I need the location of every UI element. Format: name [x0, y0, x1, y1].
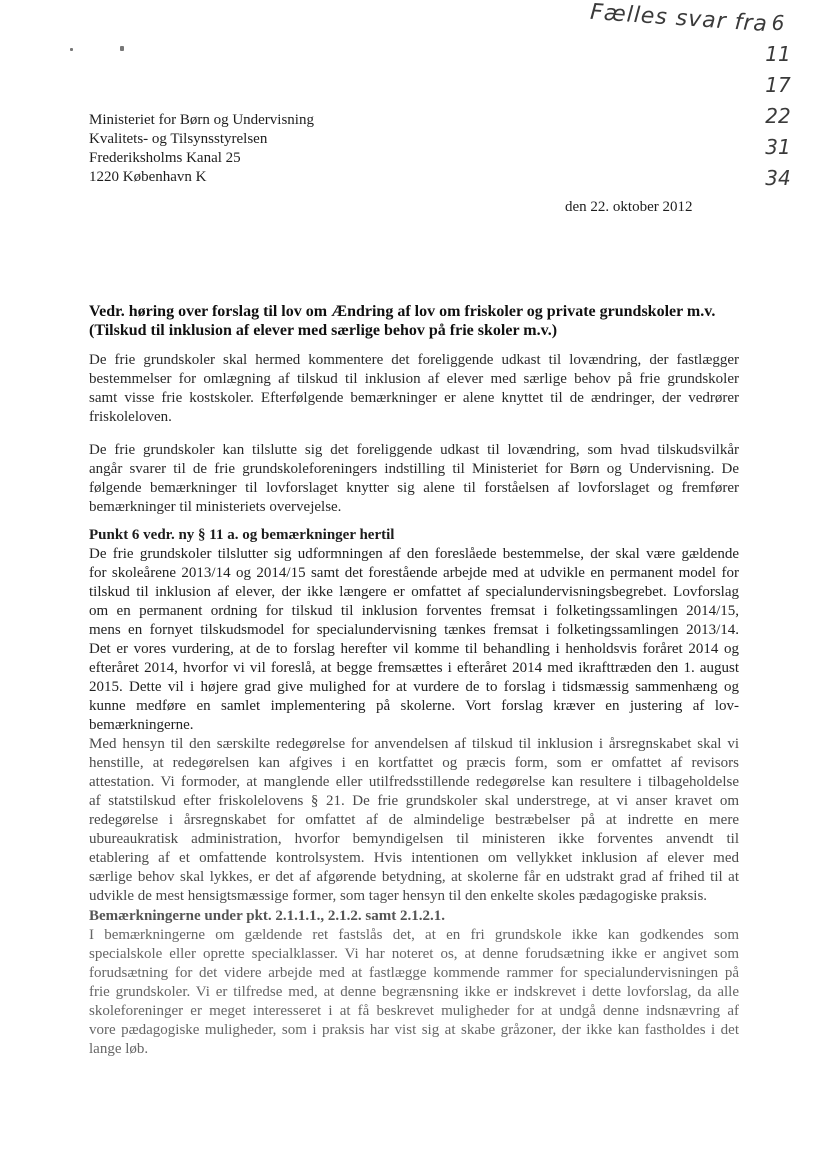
address-line: Kvalitets- og Tilsynsstyrelsen	[89, 131, 268, 147]
paragraph-line: forudsætning for det videre arbejde med at fastlægge kommende rammer for specialundervisningen på	[89, 965, 739, 981]
paragraph-line: bemærkningerne.	[89, 717, 194, 733]
margin-number: 34	[765, 166, 791, 190]
margin-number: 17	[765, 73, 791, 97]
paragraph-line: skoleforeninger er meget interesseret i at få beskrevet muligheder for at undgå denne indsnævring af	[89, 1003, 739, 1019]
address-line: Ministeriet for Børn og Undervisning	[89, 112, 314, 128]
paragraph-line: angår svarer til de frie grundskoleforeningers indstilling til Ministeriet for Børn og Undervisning. De	[89, 461, 739, 477]
paragraph-line: etablering af et omfattende kontrolsystem. Hvis intentionen om vellykket inklusion af elever med	[89, 850, 739, 866]
subject-line: (Tilskud til inklusion af elever med særlige behov på frie skoler m.v.)	[89, 322, 558, 339]
body-paragraph	[89, 545, 739, 735]
body-paragraph	[89, 735, 739, 906]
paragraph-line: I bemærkningerne om gældende ret fastslås det, at en fri grundskole ikke kan godkendes som	[89, 927, 739, 943]
paragraph-line: lange løb.	[89, 1041, 149, 1057]
body-paragraph	[89, 926, 739, 1059]
paragraph-line: attestation. Vi formoder, at manglende eller utilfredsstillende redegørelse kan resultere i tilbageholdelse	[89, 774, 739, 790]
handwritten-margin-numbers	[758, 8, 798, 194]
section-heading: Punkt 6 vedr. ny § 11 a. og bemærkninger hertil	[89, 527, 395, 543]
paragraph-line: De frie grundskoler tilslutter sig udformningen af den foreslåede bestemmelse, der skal være gældende	[89, 546, 739, 562]
paragraph-line: for skoleårene 2013/14 og 2014/15 samt det forestående arbejde med at udvikle en permanent model for	[89, 565, 739, 581]
paragraph-line: vore pædagogiske muligheder, som i praksis har vist sig at skabe gråzoner, der ikke kan fastholdes i det	[89, 1022, 739, 1038]
body-paragraph	[89, 441, 739, 517]
section-heading: Bemærkningerne under pkt. 2.1.1.1., 2.1.2. samt 2.1.2.1.	[89, 908, 445, 924]
paragraph-line: følgende bemærkninger til lovforslaget knytter sig alene til forståelsen af lovforslaget og fremfører	[89, 480, 739, 496]
margin-number: 22	[765, 104, 791, 128]
paragraph-line: henstille, at redegørelsen kan afgives i en kortfattet og præcis form, som er omfattet af revisors	[89, 755, 739, 771]
paragraph-line: samt visse frie kostskoler. Efterfølgende bemærkninger er alene knyttet til de ændringer, der vedrører	[89, 390, 739, 406]
paragraph-line: ubureaukratisk administration, hvorfor bemyndigelsen til ministeren ikke forventes anvendt til	[89, 831, 739, 847]
paragraph-line: friskoleloven.	[89, 409, 172, 425]
scan-speck	[70, 48, 73, 51]
paragraph-line: bemærkninger til ministeriets overvejelse.	[89, 499, 342, 515]
paragraph-line: redegørelse i årsregnskabet for omfattet af de almindelige bestræbelser på at indrette en mere	[89, 812, 739, 828]
paragraph-line: Med hensyn til den særskilte redegørelse for anvendelsen af tilskud til inklusion i årsregnskabet skal vi	[89, 736, 739, 752]
paragraph-line: 2015. Dette vil i højere grad give mulighed for at vurdere de to forslag i tidsmæssig sammenhæng og	[89, 679, 739, 695]
paragraph-line: mens en fornyet tilskudsmodel for specialundervisning tænkes fremsat i folketingssamlingen 2013/14.	[89, 622, 739, 638]
margin-number: 6	[771, 11, 785, 35]
paragraph-line: om en permanent ordning for tilskud til inklusion forventes fremsat i folketingssamlingen 2014/15,	[89, 603, 739, 619]
subject-heading	[89, 302, 739, 340]
body-paragraph	[89, 351, 739, 427]
paragraph-line: Det er vores vurdering, at de to forslag herefter vil komme til behandling i henholdsvis foråret 2014 og	[89, 641, 739, 657]
paragraph-line: tilskud til inklusion af elever, der ikke længere er omfattet af specialundervisningsbegrebet. Lovforslag	[89, 584, 739, 600]
paragraph-line: De frie grundskoler kan tilslutte sig det foreliggende udkast til lovændring, som hvad tilskudsvilkår	[89, 442, 739, 458]
margin-number: 11	[765, 42, 791, 66]
paragraph-line: efteråret 2014, hvorfor vi vil foreslå, at begge fremsættes i efteråret 2014 med ikrafttræden den 1. august	[89, 660, 739, 676]
address-line: Frederiksholms Kanal 25	[89, 150, 241, 166]
handwritten-note: Fælles svar fra	[589, 0, 769, 38]
paragraph-line: De frie grundskoler skal hermed kommentere det foreliggende udkast til lovændring, der fastlægger	[89, 352, 739, 368]
recipient-address	[89, 111, 314, 187]
paragraph-line: specialskole eller oprette specialklasser. Vi har noteret os, at denne forudsætning ikke er angivet som	[89, 946, 739, 962]
paragraph-line: kunne medføre en samlet implementering på skolerne. Vort forslag kræver en justering af lov-	[89, 698, 739, 714]
paragraph-line: frie grundskoler. Vi er tilfredse med, at denne begrænsning ikke er indskrevet i dette lovforslag, da alle	[89, 984, 739, 1000]
letter-date: den 22. oktober 2012	[565, 199, 693, 215]
scan-speck	[120, 46, 124, 51]
paragraph-line: bestemmelser for omlægning af tilskud til inklusion af elever med særlige behov på frie grundskoler	[89, 371, 739, 387]
subject-line: Vedr. høring over forslag til lov om Ændring af lov om friskoler og private grundskoler m.v.	[89, 303, 716, 320]
margin-number: 31	[765, 135, 791, 159]
paragraph-line: udvikle de mest hensigtsmæssige former, som tager hensyn til den enkelte skoles pædagogiske praksis.	[89, 888, 708, 904]
paragraph-line: særlige behov skal lykkes, er det af afgørende betydning, at skolerne får en udstrakt grad af frihed til at	[89, 869, 739, 885]
address-line: 1220 København K	[89, 169, 207, 185]
paragraph-line: af statstilskud efter friskolelovens § 21. De frie grundskoler skal understrege, at vi anser kravet om	[89, 793, 739, 809]
